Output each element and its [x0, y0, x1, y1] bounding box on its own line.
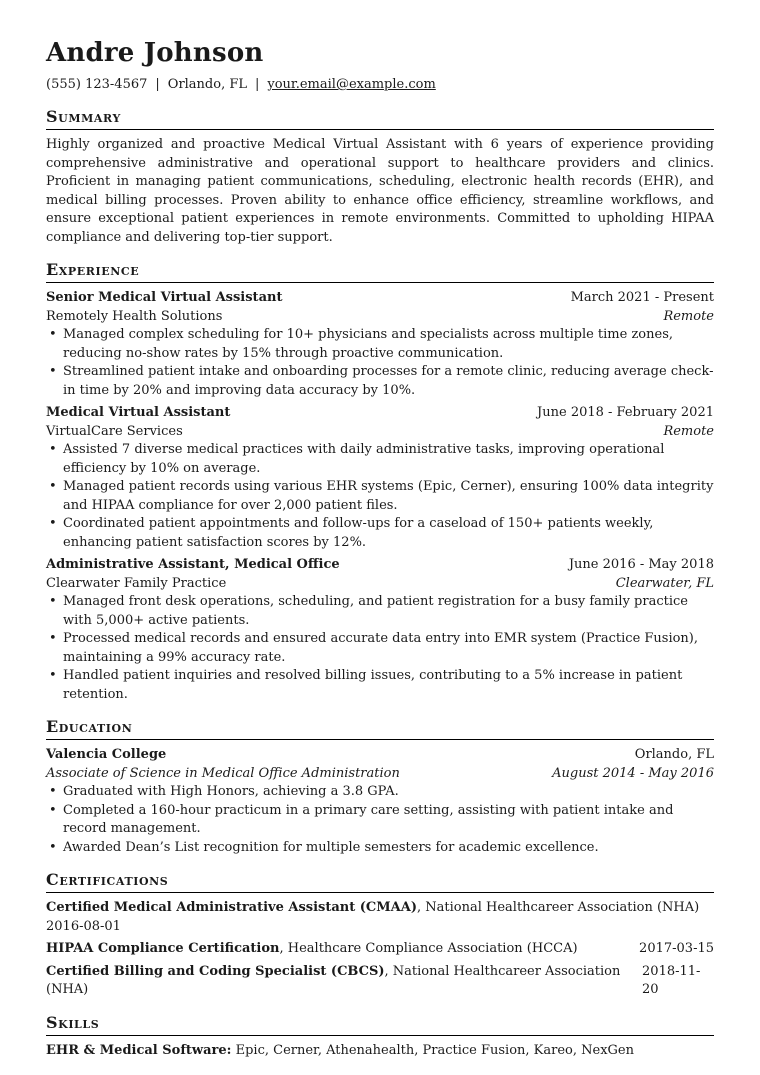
degree-name: Associate of Science in Medical Office Administration	[46, 765, 400, 781]
certification-entry	[46, 899, 714, 936]
job-dates: June 2018 - February 2021	[537, 405, 714, 420]
job-entry	[46, 289, 714, 400]
bullet-item: • Completed a 160-hour practicum in a primary care setting, assisting with patient intake and record management.	[46, 802, 714, 839]
certification-entry	[46, 940, 714, 959]
bullet-item: • Assisted 7 diverse medical practices with daily administrative tasks, improving operational efficiency by 10% on average.	[46, 441, 714, 478]
bullet-item: • Graduated with High Honors, achieving a 3.8 GPA.	[46, 783, 714, 802]
section-heading-skills: Skills	[46, 1013, 714, 1036]
job-entry	[46, 404, 714, 552]
school-location: Orlando, FL	[634, 747, 714, 762]
job-title: Senior Medical Virtual Assistant	[46, 290, 283, 305]
certification-issuer: , National Healthcareer Association (NHA)	[417, 900, 700, 915]
job-title: Medical Virtual Assistant	[46, 405, 231, 420]
skill-list: Epic, Cerner, Athenahealth, Practice Fusion, Kareo, NexGen	[231, 1042, 634, 1058]
skills-entry	[46, 1042, 714, 1061]
company-name: VirtualCare Services	[46, 423, 183, 439]
certification-entry	[46, 963, 714, 1000]
job-bullets	[46, 326, 714, 400]
bullet-item: • Coordinated patient appointments and follow-ups for a caseload of 150+ patients weekly, enhancing patient satisfaction scores by 12%.	[46, 515, 714, 552]
job-bullets	[46, 593, 714, 704]
job-dates: March 2021 - Present	[570, 290, 714, 305]
education-entry	[46, 746, 714, 857]
skill-category: EHR & Medical Software:	[46, 1042, 232, 1058]
candidate-name: Andre Johnson	[46, 38, 264, 68]
bullet-item: • Managed complex scheduling for 10+ physicians and specialists across multiple time zones, reducing no-show rates by 15% through proactive communication.	[46, 326, 714, 363]
job-bullets	[46, 441, 714, 552]
bullet-item: • Streamlined patient intake and onboarding processes for a remote clinic, reducing average check-in time by 20% and improving data accuracy by 10%.	[46, 363, 714, 400]
experience-list	[46, 289, 714, 704]
email-link[interactable]: your.email@example.com	[267, 77, 436, 92]
bullet-item: • Handled patient inquiries and resolved billing issues, contributing to a 5% increase in patient retention.	[46, 667, 714, 704]
job-title: Administrative Assistant, Medical Office	[46, 557, 340, 572]
company-name: Remotely Health Solutions	[46, 308, 223, 324]
location: Orlando, FL	[167, 77, 247, 92]
certifications-list	[46, 899, 714, 1000]
section-heading-education: Education	[46, 717, 714, 740]
resume-page	[46, 38, 714, 1060]
certification-date: 2018-11-20	[642, 963, 701, 997]
certification-date: 2016-08-01	[46, 918, 121, 934]
education-dates: August 2014 - May 2016	[552, 765, 714, 781]
certification-issuer: , Healthcare Compliance Association (HCCA)	[279, 941, 578, 956]
bullet-item: • Managed patient records using various EHR systems (Epic, Cerner), ensuring 100% data integrity and HIPAA compliance for over 2,000 patient files.	[46, 478, 714, 515]
certification-issuer: , National Healthcareer Association (NHA)	[46, 963, 621, 997]
separator: |	[155, 77, 160, 92]
bullet-item: • Managed front desk operations, scheduling, and patient registration for a busy family practice with 5,000+ active patients.	[46, 593, 714, 630]
bullet-item: • Awarded Dean’s List recognition for multiple semesters for academic excellence.	[46, 839, 714, 858]
certification-name: HIPAA Compliance Certification	[46, 941, 280, 956]
separator: |	[255, 77, 260, 92]
job-dates: June 2016 - May 2018	[568, 557, 714, 572]
summary-text: Highly organized and proactive Medical Virtual Assistant with 6 years of experience providing comprehensive administrative and operational support to healthcare providers and clinics. Proficient in managing patient communications, scheduling, electronic health records (EHR), and medical billing processes. Proven ability to enhance office efficiency, streamline workflows, and ensure exceptional patient experiences in remote environments. Committed to upholding HIPAA compliance and delivering top-tier support.	[46, 137, 714, 245]
contact-line	[46, 76, 714, 94]
bullet-item: • Processed medical records and ensured accurate data entry into EMR system (Practice Fusion), maintaining a 99% accuracy rate.	[46, 630, 714, 667]
phone-number: (555) 123-4567	[46, 77, 148, 92]
section-heading-experience: Experience	[46, 260, 714, 283]
education-bullets	[46, 783, 714, 857]
job-location: Remote	[663, 308, 714, 324]
certification-name: Certified Medical Administrative Assistant (CMAA)	[46, 900, 417, 915]
job-location: Clearwater, FL	[615, 575, 714, 591]
job-entry	[46, 556, 714, 704]
certification-name: Certified Billing and Coding Specialist (CBCS)	[46, 963, 385, 979]
section-heading-summary: Summary	[46, 107, 714, 130]
certification-date: 2017-03-15	[639, 941, 714, 956]
school-name: Valencia College	[46, 747, 167, 762]
company-name: Clearwater Family Practice	[46, 575, 227, 591]
job-location: Remote	[663, 423, 714, 439]
section-heading-certifications: Certifications	[46, 870, 714, 893]
